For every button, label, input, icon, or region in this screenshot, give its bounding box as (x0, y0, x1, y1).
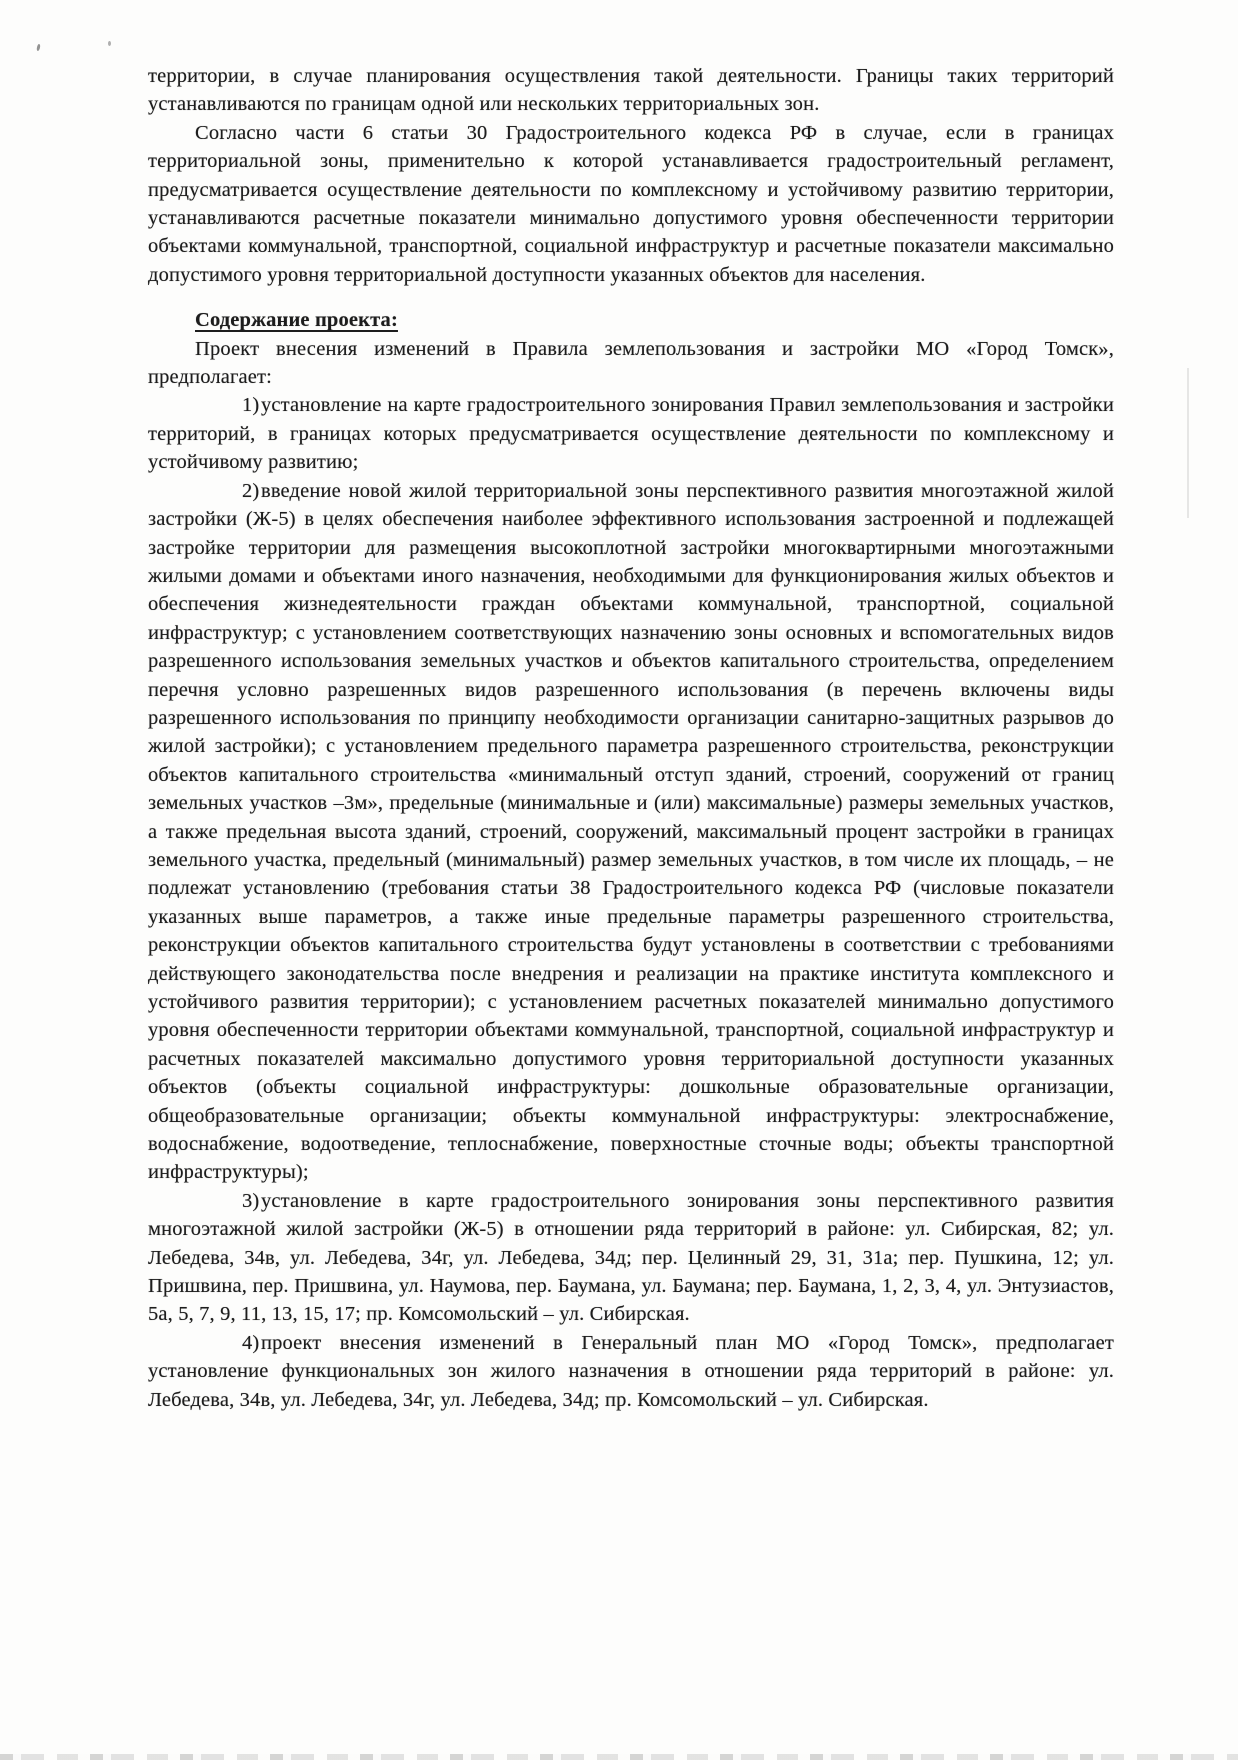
paragraph-codex-article-30: Согласно части 6 статьи 30 Градостроительного кодекса РФ в случае, если в границах территориальной зоны, применительно к которой устанавливается градостроительный регламент, предусматривается осуществление деятельности по комплексному и устойчивому развитию территории, устанавливаются расчетные показатели минимально допустимого уровня обеспеченности территории объектами коммунальной, транспортной, социальной инфраструктур и расчетные показатели максимально допустимого уровня территориальной доступности указанных объектов для населения. (148, 121, 1114, 286)
scan-noise-band (0, 1754, 1238, 1760)
list-item-3 (148, 1187, 1114, 1329)
paragraph-territory-continuation: территории, в случае планирования осуществления такой деятельности. Границы таких территорий устанавливаются по границам одной или нескольких территориальных зон. (148, 65, 1114, 116)
list-item-1-text: установление на карте градостроительного зонирования Правил землепользования и застройки территорий, в границах которых предусматривается осуществление деятельности по комплексному и устойчивому развитию; (148, 394, 1114, 474)
list-item-1-number: 1) (242, 394, 260, 417)
list-item-2-text: введение новой жилой территориальной зоны перспективного развития многоэтажной жилой застройки (Ж-5) в целях обеспечения наиболее эффективного использования застроенной и подлежащей застройке территории для размещения высокоплотной застройки многоквартирными многоэтажными жилыми домами и объектами иного назначения, необходимыми для функционирования жилых объектов и обеспечения жизнедеятельности граждан объектами коммунальной, транспортной, социальной инфраструктур; с установлением соответствующих назначению зоны основных и вспомогательных видов разрешенного использования земельных участков и объектов капитального строительства, определением перечня условно разрешенных видов разрешенного использования (в перечень включены виды разрешенного использования по принципу необходимости организации санитарно-защитных разрывов до жилой застройки); с установлением предельного параметра разрешенного строительства, реконструкции объектов капитального строительства «минимальный отступ зданий, строений, сооружений от границ земельных участков –3м», предельные (минимальные и (или) максимальные) размеры земельных участков, а также предельная высота зданий, строений, сооружений, максимальный процент застройки в границах земельного участка, предельный (минимальный) размер земельных участков, в том числе их площадь, – не подлежат установлению (требования статьи 38 Градостроительного кодекса РФ (числовые показатели указанных выше параметров, а также иные предельные параметры разрешенного строительства, реконструкции объектов капитального строительства будут установлены в соответствии с требованиями действующего законодательства после внедрения и реализации на практике института комплексного и устойчивого развития территории); с установлением расчетных показателей минимально допустимого уровня обеспеченности территории объектами коммунальной, транспортной, социальной инфраструктур и расчетных показателей максимально допустимого уровня территориальной доступности указанных объектов (объекты социальной инфраструктуры: дошкольные образовательные организации, общеобразовательные организации; объекты коммунальной инфраструктуры: электроснабжение, водоснабжение, водоотведение, теплоснабжение, поверхностные сточные воды; объекты транспортной инфраструктуры); (148, 479, 1114, 1184)
list-item-2-number: 2) (242, 479, 260, 502)
list-item-2 (148, 477, 1114, 1187)
paragraph-project-intro: Проект внесения изменений в Правила землепользования и застройки МО «Город Томск», предполагает: (148, 337, 1114, 389)
scan-speck-artifact (36, 44, 41, 52)
list-item-1 (148, 391, 1114, 476)
document-body (148, 62, 1114, 1414)
list-item-3-text: установление в карте градостроительного зонирования зоны перспективного развития многоэтажной жилой застройки (Ж-5) в отношении ряда территорий в районе: ул. Сибирская, 82; ул. Лебедева, 34в, ул. Лебедева, 34г, ул. Лебедева, 34д; пер. Целинный 29, 31, 31а; пер. Пушкина, 12; ул. Пришвина, пер. Пришвина, ул. Наумова, пер. Баумана, ул. Баумана; пер. Баумана, 1, 2, 3, 4, ул. Энтузиастов, 5а, 5, 7, 9, 11, 13, 15, 17; пр. Комсомольский – ул. Сибирская. (148, 1189, 1114, 1326)
section-heading-text: Содержание проекта: (195, 309, 398, 332)
scan-streak-artifact (1187, 368, 1189, 518)
list-item-4 (148, 1329, 1114, 1414)
list-item-4-number: 4) (242, 1331, 260, 1354)
section-heading (148, 306, 1114, 334)
list-item-4-text: проект внесения изменений в Генеральный план МО «Город Томск», предполагает установление функциональных зон жилого назначения в отношении ряда территорий в районе: ул. Лебедева, 34в, ул. Лебедева, 34г, ул. Лебедева, 34д; пр. Комсомольский – ул. Сибирская. (148, 1331, 1114, 1411)
scan-speck-artifact (108, 41, 111, 46)
list-item-3-number: 3) (242, 1189, 260, 1212)
